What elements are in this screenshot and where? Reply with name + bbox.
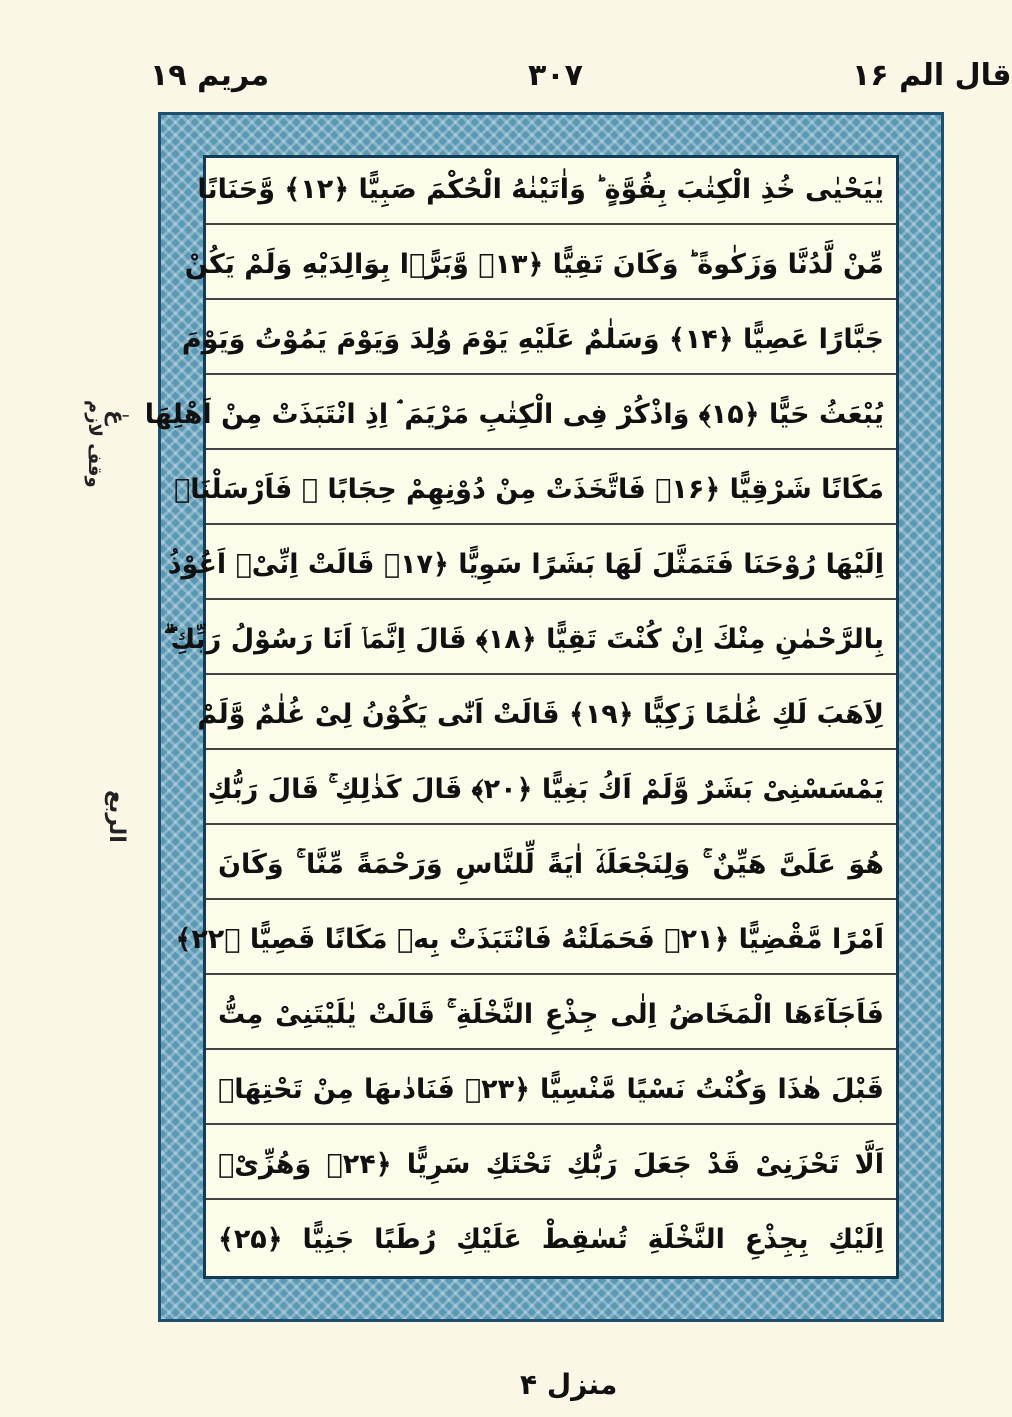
- text-line: هُوَ عَلَیَّ هَیِّنٌ ۚ وَلِنَجْعَلَهٗۤ اٰیَةً لِّلنَّاسِ وَرَحْمَةً مِّنَّا ۚ وَكَانَ: [206, 833, 896, 900]
- text-line: قَبْلَ هٰذَا وَكُنْتُ نَسْیًا مَّنْسِیًّا ﴿۲۳﴾ فَنَادٰىهَا مِنْ تَحْتِهَاۤ: [206, 1058, 896, 1125]
- text-line: جَبَّارًا عَصِیًّا ﴿۱۴﴾ وَسَلٰمٌ عَلَیْهِ یَوْمَ وُلِدَ وَیَوْمَ یَمُوْتُ وَیَوْمَ: [206, 308, 896, 375]
- text-line: مِّنْ لَّدُنَّا وَزَكٰوةً ؕ وَكَانَ تَقِیًّا ﴿۱۳﴾ وَّبَرًّۢا بِوَالِدَیْهِ وَلَمْ یَكُنْ: [206, 233, 896, 300]
- para-title: قال الم ۱۶: [852, 58, 1012, 93]
- text-line: اَمْرًا مَّقْضِیًّا ﴿۲۱﴾ فَحَمَلَتْهُ فَانْتَبَذَتْ بِهٖ مَكَانًا قَصِیًّا ﴿۲۲﴾: [206, 908, 896, 975]
- ruku-marker: عٰ: [104, 410, 129, 426]
- text-line: مَكَانًا شَرْقِیًّا ﴿۱۶﴾ فَاتَّخَذَتْ مِنْ دُوْنِهِمْ حِجَابًا ۫ فَاَرْسَلْنَاۤ: [206, 458, 896, 525]
- text-line: یَمْسَسْنِیْ بَشَرٌ وَّلَمْ اَكُ بَغِیًّا ﴿۲۰﴾ قَالَ كَذٰلِكِ ۚ قَالَ رَبُّكِ: [206, 758, 896, 825]
- surah-title: مریم ۱۹: [150, 58, 270, 93]
- rub-marker: الربع: [104, 790, 129, 843]
- waqf-note: وقف لازم: [84, 400, 105, 488]
- text-line: یُبْعَثُ حَیًّا ﴿۱۵﴾ وَاذْكُرْ فِی الْكِتٰبِ مَرْیَمَ ۘ اِذِ انْتَبَذَتْ مِنْ اَهْلِهَا: [206, 383, 896, 450]
- text-line: یٰیَحْیٰی خُذِ الْكِتٰبَ بِقُوَّةٍ ؕ وَاٰتَیْنٰهُ الْحُكْمَ صَبِیًّا ﴿۱۲﴾ وَّحَنَانًا: [206, 158, 896, 225]
- page-number: ۳۰۷: [528, 58, 583, 93]
- text-line: اِلَیْكِ بِجِذْعِ النَّخْلَةِ تُسٰقِطْ عَلَیْكِ رُطَبًا جَنِیًّا ﴿۲۵﴾: [218, 1224, 884, 1255]
- decorative-border: [144, 112, 944, 1322]
- text-line: فَاَجَآءَهَا الْمَخَاضُ اِلٰی جِذْعِ النَّخْلَةِ ۚ قَالَتْ یٰلَیْتَنِیْ مِتُّ: [206, 983, 896, 1050]
- manzil-label: منزل ۴: [520, 1368, 618, 1401]
- text-panel: [144, 155, 899, 1279]
- text-line: اَلَّا تَحْزَنِیْ قَدْ جَعَلَ رَبُّكِ تَحْتَكِ سَرِیًّا ﴿۲۴﴾ وَهُزِّیْۤ: [206, 1133, 896, 1200]
- text-line: لِاَهَبَ لَكِ غُلٰمًا زَكِیًّا ﴿۱۹﴾ قَالَتْ اَنّٰی یَكُوْنُ لِیْ غُلٰمٌ وَّلَمْ: [206, 683, 896, 750]
- text-line: بِالرَّحْمٰنِ مِنْكَ اِنْ كُنْتَ تَقِیًّا ﴿۱۸﴾ قَالَ اِنَّمَاۤ اَنَا رَسُوْلُ رَبِّكِ ۖۗ: [206, 608, 896, 675]
- page-header: [0, 58, 1012, 98]
- text-line: اِلَیْهَا رُوْحَنَا فَتَمَثَّلَ لَهَا بَشَرًا سَوِیًّا ﴿۱۷﴾ قَالَتْ اِنِّیْۤ اَعُوْذُ: [206, 533, 896, 600]
